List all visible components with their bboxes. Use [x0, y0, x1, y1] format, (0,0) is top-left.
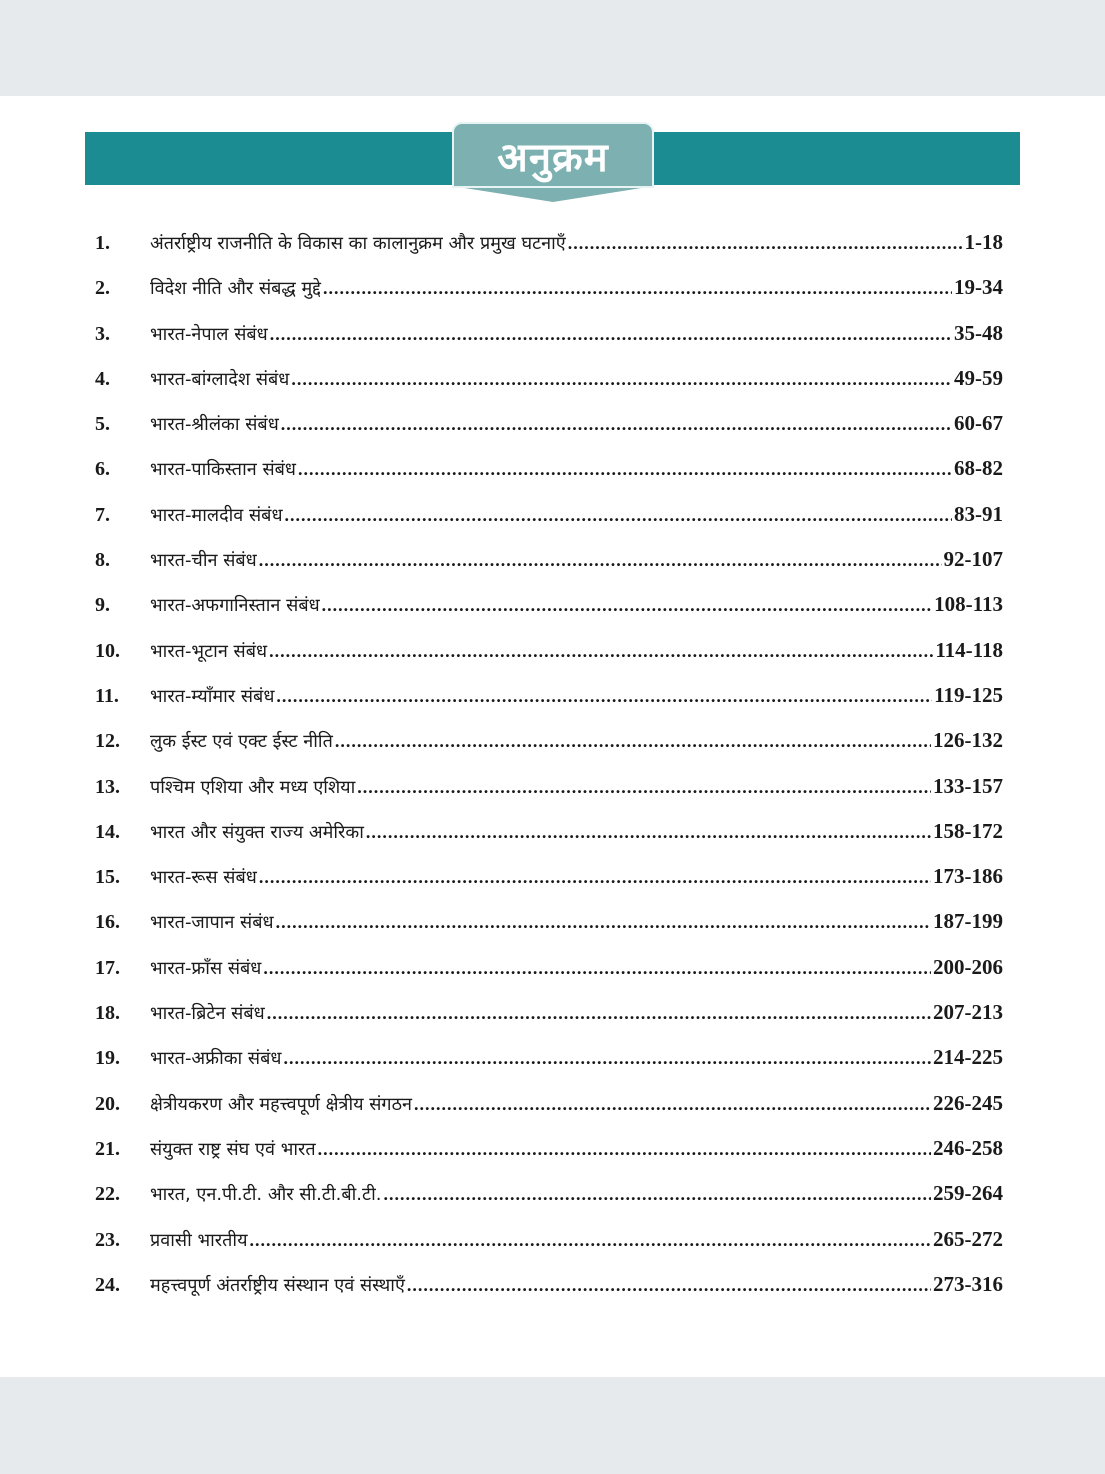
- top-margin-band: [0, 0, 1105, 96]
- toc-entry: [95, 230, 1003, 275]
- toc-entry: [95, 1181, 1003, 1226]
- toc-entry-title: भारत-बांग्लादेश संबंध: [150, 368, 290, 390]
- title-tab-point: [452, 186, 654, 202]
- toc-entry: [95, 275, 1003, 320]
- toc-entry-number: 10.: [95, 639, 120, 662]
- toc-entry: [95, 1045, 1003, 1090]
- toc-dot-leader: [323, 278, 952, 299]
- toc-entry-title: प्रवासी भारतीय: [150, 1229, 248, 1251]
- toc-entry-pages: 49-59: [954, 365, 1003, 390]
- toc-entry-pages: 126-132: [933, 728, 1003, 753]
- toc-entry-number: 17.: [95, 956, 120, 979]
- toc-entry-title: विदेश नीति और संबद्ध मुद्दे: [150, 278, 322, 300]
- toc-dot-leader: [568, 233, 963, 254]
- toc-entry-title: भारत-श्रीलंका संबंध: [150, 414, 279, 436]
- toc-entry-title: भारत और संयुक्त राज्य अमेरिका: [150, 821, 364, 843]
- toc-entry-title: भारत-भूटान संबंध: [150, 640, 268, 662]
- toc-entry-pages: 246-258: [933, 1135, 1003, 1160]
- toc-entry: [95, 592, 1003, 637]
- page-title: अनुक्रम: [497, 134, 609, 181]
- toc-entry-number: 16.: [95, 911, 120, 934]
- toc-entry: [95, 909, 1003, 954]
- toc-entry-number: 13.: [95, 775, 120, 798]
- toc-dot-leader: [407, 1275, 931, 1296]
- toc-entry-title: भारत-म्याँमार संबंध: [150, 685, 275, 707]
- toc-entry: [95, 955, 1003, 1000]
- toc-entry: [95, 819, 1003, 864]
- toc-entry: [95, 321, 1003, 366]
- toc-entry-number: 11.: [95, 684, 119, 707]
- toc-dot-leader: [276, 686, 932, 707]
- toc-entry-number: 19.: [95, 1047, 120, 1070]
- toc-entry: [95, 683, 1003, 728]
- toc-entry-pages: 214-225: [933, 1045, 1003, 1070]
- toc-entry-title: अंतर्राष्ट्रीय राजनीति के विकास का कालानुक्रम और प्रमुख घटनाएँ: [150, 233, 566, 254]
- table-of-contents: [95, 230, 1003, 1317]
- toc-entry: [95, 1227, 1003, 1272]
- toc-entry-title: संयुक्त राष्ट्र संघ एवं भारत: [150, 1138, 316, 1160]
- toc-entry: [95, 638, 1003, 683]
- toc-dot-leader: [291, 369, 952, 390]
- toc-dot-leader: [366, 822, 931, 843]
- toc-entry-title: लुक ईस्ट एवं एक्ट ईस्ट नीति: [150, 731, 333, 753]
- toc-entry-pages: 259-264: [933, 1181, 1003, 1206]
- toc-entry: [95, 502, 1003, 547]
- toc-entry-number: 4.: [95, 367, 110, 390]
- toc-entry-number: 7.: [95, 503, 110, 526]
- toc-entry-number: 5.: [95, 413, 110, 436]
- toc-entry-title: भारत-रूस संबंध: [150, 867, 257, 889]
- toc-entry-title: क्षेत्रीयकरण और महत्त्वपूर्ण क्षेत्रीय संगठन: [150, 1093, 413, 1115]
- toc-dot-leader: [414, 1094, 931, 1115]
- toc-entry-pages: 133-157: [933, 773, 1003, 798]
- toc-entry-pages: 1-18: [964, 230, 1003, 254]
- toc-entry-title: भारत-अफ्रीका संबंध: [150, 1048, 282, 1070]
- toc-entry-number: 23.: [95, 1228, 120, 1251]
- toc-entry: [95, 456, 1003, 501]
- toc-entry: [95, 366, 1003, 411]
- toc-entry-pages: 119-125: [934, 682, 1003, 707]
- toc-entry-pages: 108-113: [934, 592, 1003, 617]
- toc-entry: [95, 1136, 1003, 1181]
- toc-entry-number: 14.: [95, 820, 120, 843]
- toc-entry-pages: 273-316: [933, 1271, 1003, 1296]
- toc-entry-number: 6.: [95, 458, 110, 481]
- toc-entry: [95, 1272, 1003, 1317]
- toc-dot-leader: [259, 550, 942, 571]
- toc-entry-pages: 265-272: [933, 1226, 1003, 1251]
- toc-dot-leader: [357, 777, 931, 798]
- toc-entry-number: 9.: [95, 594, 110, 617]
- toc-entry: [95, 864, 1003, 909]
- toc-dot-leader: [281, 414, 952, 435]
- toc-entry-number: 2.: [95, 277, 110, 300]
- toc-entry-title: महत्त्वपूर्ण अंतर्राष्ट्रीय संस्थान एवं संस्थाएँ: [150, 1274, 405, 1296]
- toc-entry: [95, 774, 1003, 819]
- toc-entry-pages: 83-91: [954, 501, 1003, 526]
- toc-entry-title: भारत-अफगानिस्तान संबंध: [150, 595, 320, 617]
- toc-entry-pages: 35-48: [954, 320, 1003, 345]
- toc-dot-leader: [270, 324, 952, 345]
- toc-entry-pages: 200-206: [933, 954, 1003, 979]
- toc-entry-number: 3.: [95, 322, 110, 345]
- toc-dot-leader: [285, 505, 952, 526]
- toc-dot-leader: [269, 641, 933, 662]
- toc-dot-leader: [298, 459, 952, 480]
- toc-entry-number: 8.: [95, 549, 110, 572]
- toc-entry: [95, 1091, 1003, 1136]
- toc-entry-number: 22.: [95, 1183, 120, 1206]
- toc-entry-pages: 60-67: [954, 411, 1003, 436]
- toc-dot-leader: [322, 595, 932, 616]
- toc-entry-number: 18.: [95, 1002, 120, 1025]
- toc-entry-title: भारत-चीन संबंध: [150, 550, 257, 572]
- toc-entry-number: 15.: [95, 866, 120, 889]
- bottom-margin-band: [0, 1377, 1105, 1474]
- toc-entry-pages: 114-118: [935, 637, 1003, 662]
- toc-dot-leader: [250, 1230, 931, 1251]
- toc-entry-number: 12.: [95, 730, 120, 753]
- toc-entry: [95, 547, 1003, 592]
- toc-entry-pages: 19-34: [954, 275, 1003, 300]
- toc-entry-number: 24.: [95, 1273, 120, 1296]
- toc-entry: [95, 728, 1003, 773]
- toc-entry-number: 1.: [95, 232, 110, 254]
- toc-entry-pages: 92-107: [943, 547, 1003, 572]
- toc-dot-leader: [276, 912, 931, 933]
- toc-dot-leader: [259, 867, 931, 888]
- title-tab: [452, 122, 654, 188]
- toc-entry-title: भारत, एन.पी.टी. और सी.टी.बी.टी.: [150, 1184, 382, 1206]
- toc-entry-title: भारत-नेपाल संबंध: [150, 323, 268, 345]
- toc-dot-leader: [283, 1048, 931, 1069]
- toc-entry-title: भारत-जापान संबंध: [150, 912, 274, 934]
- toc-entry-pages: 187-199: [933, 909, 1003, 934]
- toc-entry-title: भारत-पाकिस्तान संबंध: [150, 459, 296, 481]
- toc-dot-leader: [383, 1184, 931, 1205]
- toc-entry-pages: 68-82: [954, 456, 1003, 481]
- toc-entry-pages: 173-186: [933, 864, 1003, 889]
- toc-entry-number: 20.: [95, 1092, 120, 1115]
- toc-dot-leader: [318, 1139, 931, 1160]
- toc-entry-title: पश्चिम एशिया और मध्य एशिया: [150, 776, 356, 798]
- toc-entry-number: 21.: [95, 1137, 120, 1160]
- document-page: [0, 96, 1105, 1377]
- toc-entry-title: भारत-ब्रिटेन संबंध: [150, 1003, 265, 1025]
- toc-entry-title: भारत-फ्राँस संबंध: [150, 957, 262, 979]
- toc-dot-leader: [263, 958, 931, 979]
- toc-entry-title: भारत-मालदीव संबंध: [150, 504, 283, 526]
- toc-entry-pages: 226-245: [933, 1090, 1003, 1115]
- toc-entry: [95, 411, 1003, 456]
- toc-entry: [95, 1000, 1003, 1045]
- toc-entry-pages: 158-172: [933, 818, 1003, 843]
- toc-entry-pages: 207-213: [933, 1000, 1003, 1025]
- toc-dot-leader: [335, 731, 931, 752]
- toc-dot-leader: [267, 1003, 931, 1024]
